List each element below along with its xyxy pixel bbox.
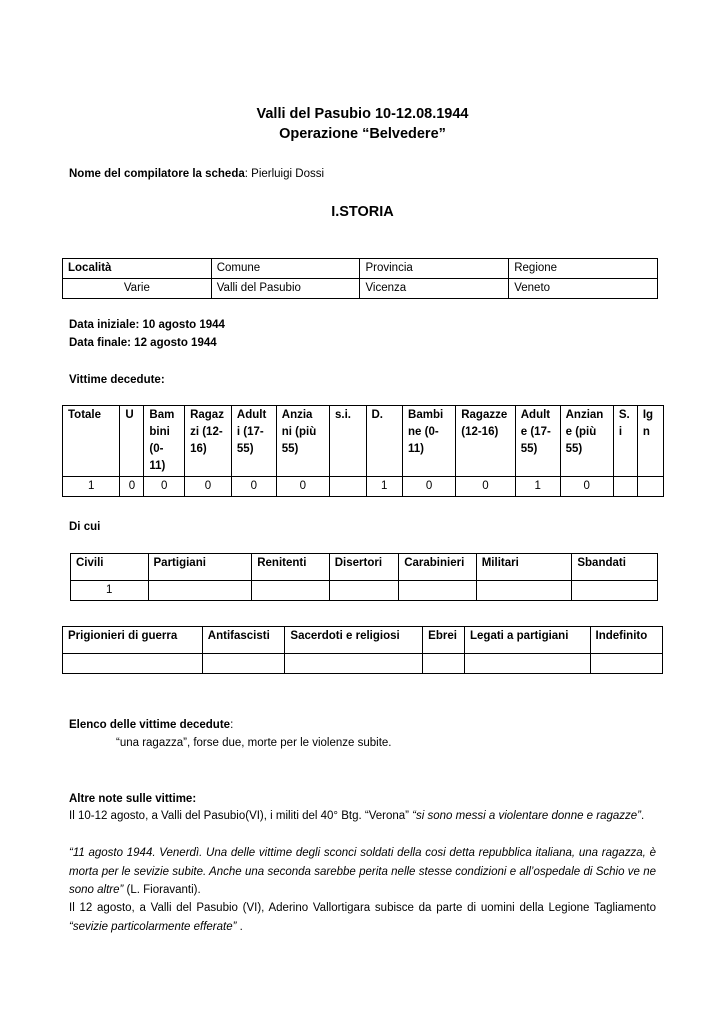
category-header: Prigionieri di guerra [63, 627, 203, 654]
category-header: Carabinieri [399, 554, 477, 581]
compiler-label: Nome del compilatore la scheda [69, 168, 245, 180]
location-header-regione: Regione [509, 259, 658, 279]
elenco-text: “una ragazza”, forse due, morte per le violenze subite. [116, 737, 392, 749]
category-header: Partigiani [148, 554, 252, 581]
table-row [63, 406, 664, 477]
victims-header: Adult e (17- 55) [515, 406, 560, 477]
location-header-comune: Comune [211, 259, 360, 279]
category-value [63, 654, 203, 674]
category-value [423, 654, 465, 674]
category-value [476, 581, 572, 601]
victims-table [62, 405, 664, 497]
victims-value: 0 [560, 477, 613, 497]
victims-value [637, 477, 663, 497]
table-row [63, 654, 663, 674]
category-value [285, 654, 423, 674]
victims-header: Ragazze (12-16) [456, 406, 516, 477]
category-header: Renitenti [252, 554, 330, 581]
victims-value: 1 [366, 477, 403, 497]
location-regione: Veneto [509, 279, 658, 299]
victims-value: 0 [276, 477, 329, 497]
table-row [71, 581, 658, 601]
victims-header: Ig n [637, 406, 663, 477]
victims-header: s.i. [329, 406, 366, 477]
dicui-heading: Di cui [69, 521, 101, 533]
victims-value: 0 [185, 477, 232, 497]
document-subtitle: Operazione “Belvedere” [279, 126, 446, 142]
victims-value: 1 [515, 477, 560, 497]
category-header: Indefinito [590, 627, 663, 654]
elenco-heading-line: Elenco delle vittime decedute: [69, 719, 234, 731]
table-row [63, 259, 658, 279]
category-value [252, 581, 330, 601]
victims-value: 0 [403, 477, 456, 497]
altre-note-heading: Altre note sulle vittime: [69, 793, 197, 805]
victims-header: U [120, 406, 144, 477]
location-comune: Valli del Pasubio [211, 279, 360, 299]
document-title: Valli del Pasubio 10-12.08.1944 [256, 106, 469, 122]
victims-header: Adult i (17- 55) [231, 406, 276, 477]
victims-header: Anzian e (più 55) [560, 406, 613, 477]
note-1-end: . [641, 810, 645, 822]
victims-header: S. i [613, 406, 637, 477]
category-header: Sacerdoti e religiosi [285, 627, 423, 654]
category-header: Sbandati [572, 554, 658, 581]
note-2-quote: “11 agosto 1944. Venerdì. Una delle vittime degli sconci soldati della cosi detta repubblica italiana, una ragazza, è morta per le sevizie subite. Anche una seconda sarebbe perita nelle stesse condizioni e all’ospedale di Schio ve ne sono altre” [69, 847, 656, 896]
victims-value [329, 477, 366, 497]
victims-header: Ragaz zi (12- 16) [185, 406, 232, 477]
note-3-text: Il 12 agosto, a Valli del Pasubio (VI), Aderino Vallortigara subisce da parte di uomini della Legione Tagliamento [69, 902, 656, 914]
category-value [399, 581, 477, 601]
location-localita: Varie [63, 279, 212, 299]
note-2-source: (L. Fioravanti). [123, 884, 201, 896]
note-1-text: Il 10-12 agosto, a Valli del Pasubio(VI), i militi del 40° Btg. “Verona” [69, 810, 413, 822]
victims-value: 1 [63, 477, 120, 497]
victims-header: Bambi ne (0- 11) [403, 406, 456, 477]
note-1-quote: “si sono messi a violentare donne e ragazze” [412, 810, 642, 822]
category-value [465, 654, 591, 674]
victims-value: 0 [456, 477, 516, 497]
category-header: Antifascisti [202, 627, 285, 654]
location-table [62, 258, 658, 299]
compiler-name: Pierluigi Dossi [251, 168, 325, 180]
victims-header: Totale [63, 406, 120, 477]
victims-heading: Vittime decedute: [69, 374, 165, 386]
category-table-2 [62, 626, 663, 674]
location-header-provincia: Provincia [360, 259, 509, 279]
table-row [71, 554, 658, 581]
victims-header: D. [366, 406, 403, 477]
victims-value: 0 [231, 477, 276, 497]
elenco-heading: Elenco delle vittime decedute [69, 719, 231, 731]
compiler-line: Nome del compilatore la scheda: Pierluigi Dossi [69, 168, 325, 180]
table-row [63, 477, 664, 497]
victims-value: 0 [120, 477, 144, 497]
table-row [63, 279, 658, 299]
end-date: Data finale: 12 agosto 1944 [69, 337, 217, 349]
note-3-quote: “sevizie particolarmente efferate” [69, 920, 237, 933]
category-header: Ebrei [423, 627, 465, 654]
category-value [148, 581, 252, 601]
category-value [329, 581, 398, 601]
category-table-1 [70, 553, 658, 601]
category-header: Disertori [329, 554, 398, 581]
note-paragraph-3 [69, 899, 656, 936]
category-header: Militari [476, 554, 572, 581]
note-paragraph-1 [69, 807, 656, 826]
category-value: 1 [71, 581, 149, 601]
category-value [590, 654, 663, 674]
category-value [202, 654, 285, 674]
start-date: Data iniziale: 10 agosto 1944 [69, 319, 225, 331]
category-value [572, 581, 658, 601]
victims-value: 0 [144, 477, 185, 497]
location-provincia: Vicenza [360, 279, 509, 299]
note-paragraph-2 [69, 844, 656, 900]
category-header: Legati a partigiani [465, 627, 591, 654]
victims-header: Anzia ni (più 55) [276, 406, 329, 477]
victims-header: Bam bini (0- 11) [144, 406, 185, 477]
table-row [63, 627, 663, 654]
category-header: Civili [71, 554, 149, 581]
location-header-localita: Località [63, 259, 212, 279]
section-title: I.STORIA [331, 204, 394, 220]
note-3-end: . [236, 920, 243, 933]
victims-value [613, 477, 637, 497]
